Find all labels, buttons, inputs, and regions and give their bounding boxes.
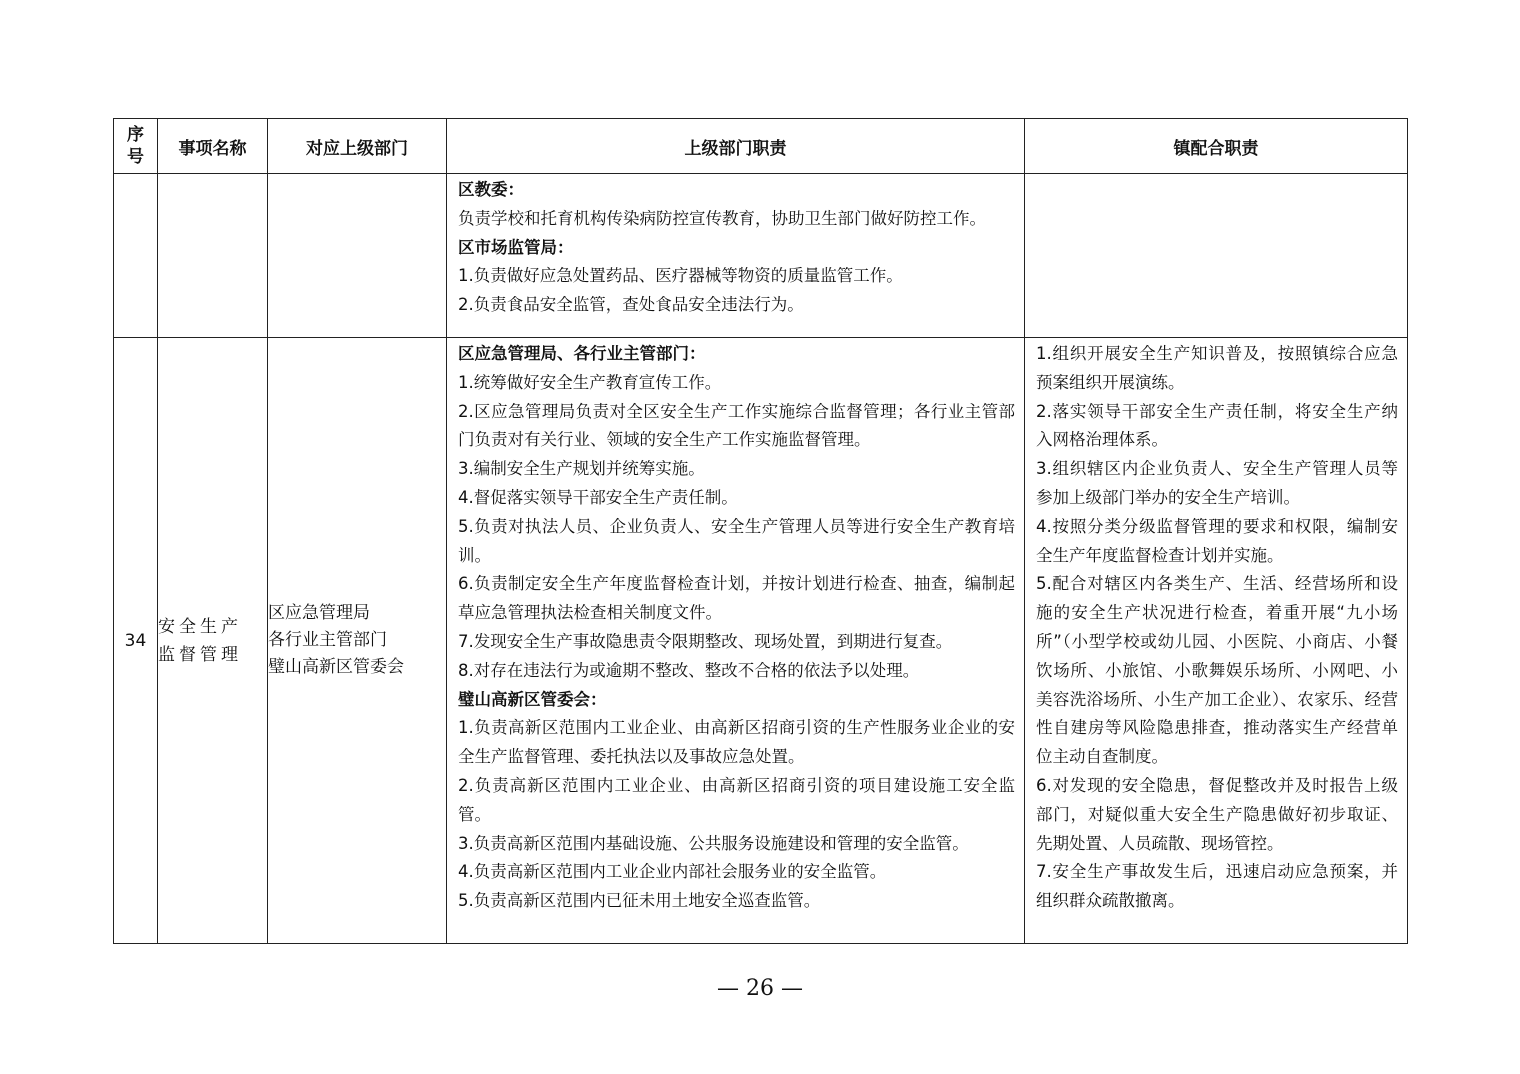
header-seq-bottom: 号 [127, 147, 144, 167]
duty-table [113, 118, 1408, 944]
duty-list [447, 174, 1024, 320]
item-name-line: 监督管理 [158, 644, 242, 665]
page-number: — 26 — [717, 976, 803, 1001]
duty-item: 2.区应急管理局负责对全区安全生产工作实施综合监督管理；各行业主管部门负责对有关行业、领域的安全生产工作实施监督管理。 [458, 401, 1015, 450]
dept-line: 各行业主管部门 [268, 630, 387, 650]
header-seq-top: 序 [127, 125, 144, 145]
header-town-duty: 镇配合职责 [1025, 119, 1408, 174]
duty-item: 7.安全生产事故发生后，迅速启动应急预案，并组织群众疏散撤离。 [1036, 862, 1398, 911]
cell-superior-duty [447, 338, 1025, 944]
duty-item: 5.负责对执法人员、企业负责人、安全生产管理人员等进行安全生产教育培训。 [458, 516, 1015, 565]
duty-item: 1.组织开展安全生产知识普及，按照镇综合应急预案组织开展演练。 [1036, 344, 1398, 392]
duty-item: 4.督促落实领导干部安全生产责任制。 [458, 487, 738, 507]
duty-item: 1.负责做好应急处置药品、医疗器械等物资的质量监管工作。 [458, 266, 903, 286]
header-item-name: 事项名称 [158, 119, 268, 174]
duty-item: 6.对发现的安全隐患，督促整改并及时报告上级部门，对疑似重大安全生产隐患做好初步取证、先期处置、人员疏散、现场管控。 [1036, 775, 1398, 853]
dept-line: 璧山高新区管委会 [268, 657, 404, 677]
duty-heading: 璧山高新区管委会： [458, 689, 607, 709]
duty-item: 负责学校和托育机构传染病防控宣传教育，协助卫生部门做好防控工作。 [458, 208, 986, 228]
duty-item: 6.负责制定安全生产年度监督检查计划，并按计划进行检查、抽查，编制起草应急管理执法检查相关制度文件。 [458, 574, 1015, 623]
duty-list [447, 338, 1024, 916]
duty-item: 8.对存在违法行为或逾期不整改、整改不合格的依法予以处理。 [458, 660, 920, 680]
duty-item: 2.负责高新区范围内工业企业、由高新区招商引资的项目建设施工安全监管。 [458, 775, 1015, 824]
duty-item: 4.负责高新区范围内工业企业内部社会服务业的安全监管。 [458, 862, 887, 882]
duty-item: 1.负责高新区范围内工业企业、由高新区招商引资的生产性服务业企业的安全生产监督管理、委托执法以及事故应急处置。 [458, 718, 1015, 767]
cell-item-name [158, 174, 268, 338]
cell-seq: 34 [114, 338, 158, 944]
header-superior-duty: 上级部门职责 [447, 119, 1025, 174]
duty-item: 1.统筹做好安全生产教育宣传工作。 [458, 372, 722, 392]
header-seq [114, 119, 158, 174]
cell-seq [114, 174, 158, 338]
table-row-continued [114, 174, 1408, 338]
duty-item: 5.配合对辖区内各类生产、生活、经营场所和设施的安全生产状况进行检查，着重开展“九小场所”（小型学校或幼儿园、小医院、小商店、小餐饮场所、小旅馆、小歌舞娱乐场所、小网吧、小美容洗浴场所、小生产加工企业）、农家乐、经营性自建房等风险隐患排查，推动落实生产经营单位主动自查制度。 [1036, 574, 1398, 767]
duty-heading: 区市场监管局： [458, 237, 574, 257]
duty-heading: 区应急管理局、各行业主管部门： [458, 344, 706, 363]
cell-superior-dept [268, 338, 447, 944]
cell-superior-duty [447, 174, 1025, 338]
duty-list [1025, 338, 1407, 916]
cell-town-duty [1025, 338, 1408, 944]
duty-list [1025, 174, 1407, 176]
duty-item: 2.落实领导干部安全生产责任制，将安全生产纳入网格治理体系。 [1036, 401, 1398, 450]
dept-line: 区应急管理局 [268, 603, 370, 623]
table-header-row [114, 119, 1408, 174]
duty-item: 3.负责高新区范围内基础设施、公共服务设施建设和管理的安全监管。 [458, 833, 969, 853]
duty-item: 2.负责食品安全监管，查处食品安全违法行为。 [458, 295, 804, 315]
cell-item-name [158, 338, 268, 944]
duty-item: 5.负责高新区范围内已征未用土地安全巡查监管。 [458, 891, 821, 911]
table-row-34 [114, 338, 1408, 944]
item-name-line: 安全生产 [158, 616, 242, 637]
duty-item: 7.发现安全生产事故隐患责令限期整改、现场处置，到期进行复查。 [458, 631, 953, 651]
duty-item: 3.组织辖区内企业负责人、安全生产管理人员等参加上级部门举办的安全生产培训。 [1036, 459, 1398, 507]
cell-town-duty [1025, 174, 1408, 338]
cell-superior-dept [268, 174, 447, 338]
duty-item: 4.按照分类分级监督管理的要求和权限，编制安全生产年度监督检查计划并实施。 [1036, 516, 1398, 565]
duty-heading: 区教委： [458, 180, 524, 199]
header-superior-dept: 对应上级部门 [268, 119, 447, 174]
duty-item: 3.编制安全生产规划并统筹实施。 [458, 459, 705, 479]
